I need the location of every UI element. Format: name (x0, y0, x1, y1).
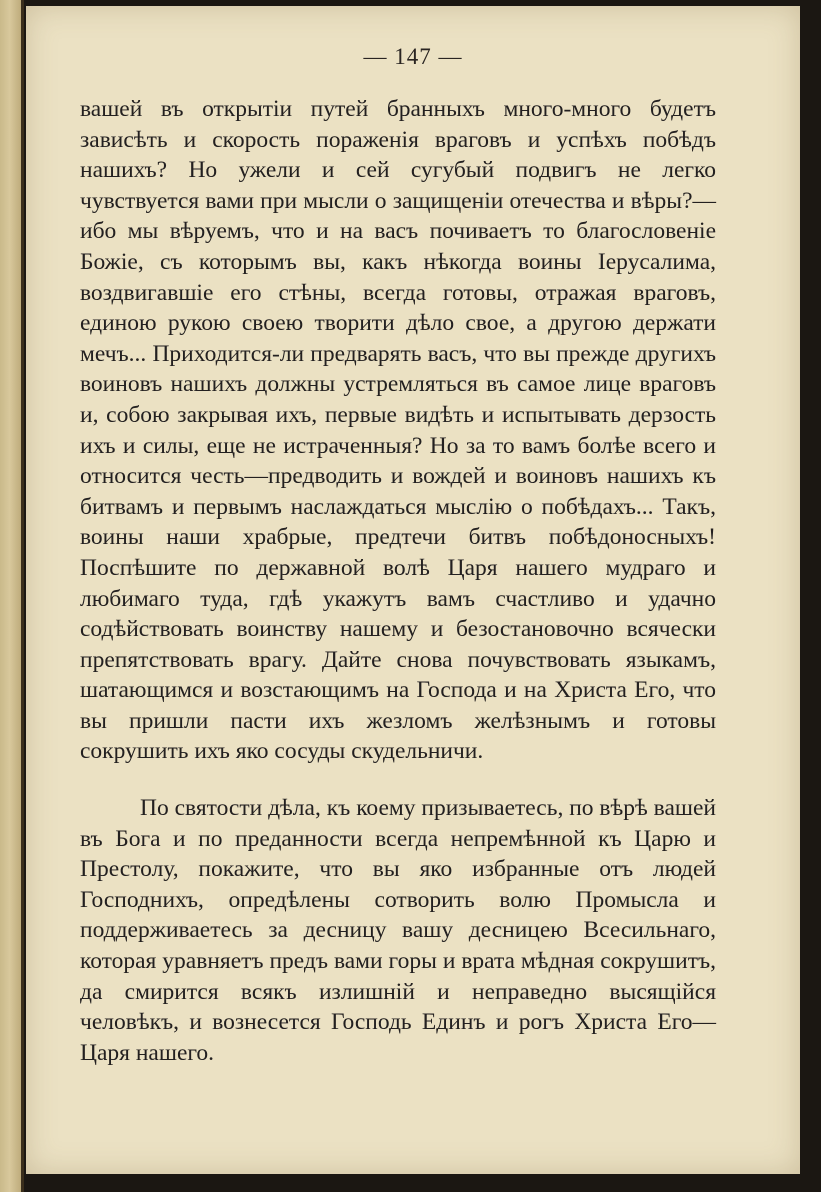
page-number: — 147 — (363, 44, 463, 69)
book-page (26, 6, 800, 1174)
left-page-edge (0, 0, 24, 1192)
paragraph-1: вашей въ открытіи путей бранныхъ много-много будетъ зависѣть и скорость пораженія враговъ и успѣхъ побѣдъ нашихъ? Но ужели и сей сугубый подвигъ не легко чувствуется вами при мысли о защищеніи отечества и вѣры?—ибо мы вѣруемъ, что и на васъ почиваетъ то благословеніе Божіе, съ которымъ вы, какъ нѣкогда воины Іерусалима, воздвигавшіе его стѣны, всегда готовы, отражая враговъ, единою рукою своею творити дѣло свое, а другою держати мечъ... Приходится-ли предварять васъ, что вы прежде другихъ воиновъ нашихъ должны устремляться въ самое лице враговъ и, собою закрывая ихъ, первые видѣть и испытывать дерзость ихъ и силы, еще не истраченныя? Но за то вамъ болѣе всего и относится честь—предводить и вождей и воиновъ нашихъ къ битвамъ и первымъ наслаждаться мыслію о побѣдахъ... Такъ, воины наши храбрые, предтечи битвъ побѣдоносныхъ! Поспѣшите по державной волѣ Царя нашего мудраго и любимаго туда, гдѣ укажутъ вамъ счастливо и удачно содѣйствовать воинству нашему и безостановочно всячески препятствовать врагу. Дайте снова почувствовать языкамъ, шатающимся и возстающимъ на Господа и на Христа Его, что вы пришли пасти ихъ жезломъ желѣзнымъ и готовы сокрушить ихъ яко сосуды скудельничи. (80, 96, 716, 765)
paragraph-2: По святости дѣла, къ коему призываетесь, по вѣрѣ вашей въ Бога и по преданности всегда непремѣнной къ Царю и Престолу, покажите, что вы яко избранные отъ людей Господнихъ, опредѣлены сотворить волю Промысла и поддерживаетесь за десницу вашу десницею Всесильнаго, которая уравняетъ предъ вами горы и врата мѣдная сокрушитъ, да смирится всякъ излишній и неправедно высящійся человѣкъ, и вознесется Господь Единъ и рогъ Христа Его—Царя нашего. (80, 795, 716, 1066)
page-body (80, 94, 716, 1068)
